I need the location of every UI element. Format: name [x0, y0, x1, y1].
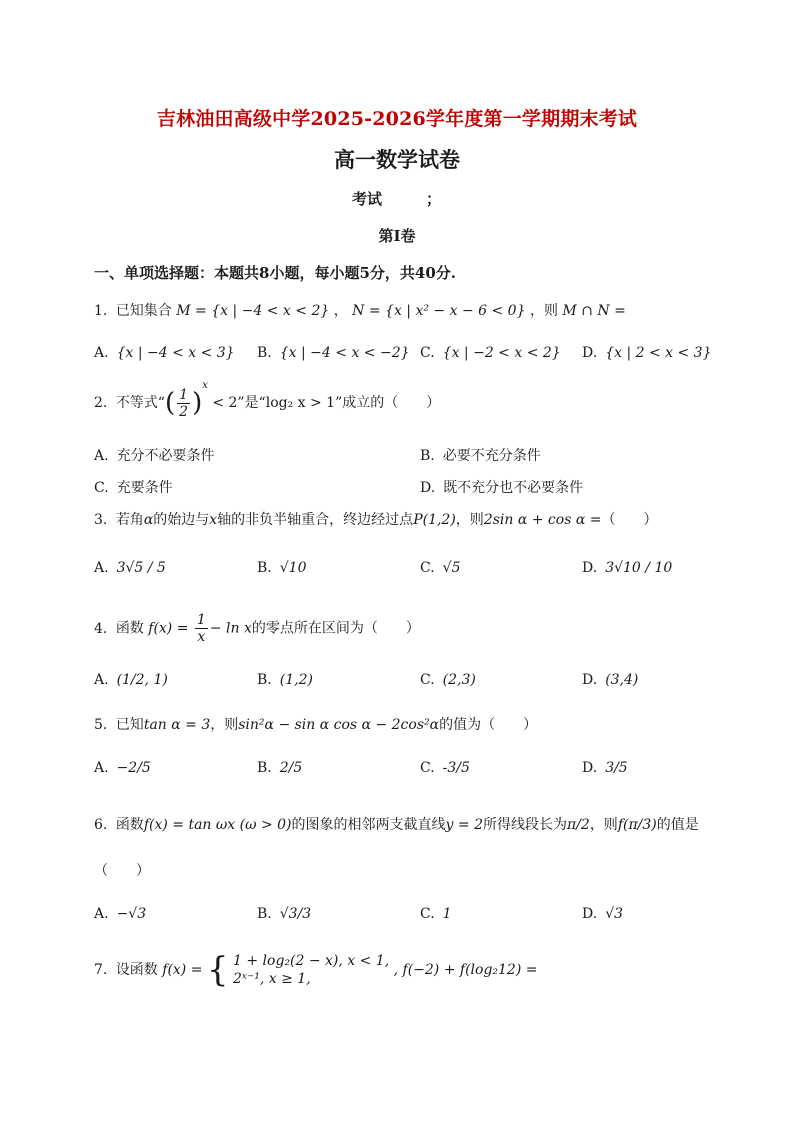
- question-text: ，: [333, 303, 348, 319]
- question-number: 5.: [94, 717, 108, 733]
- question-number: 3.: [94, 512, 108, 528]
- exam-label: 考试: [352, 190, 383, 208]
- question-1: [94, 302, 626, 322]
- option-d[interactable]: D. 既不充分也不必要条件: [420, 480, 584, 496]
- option-d[interactable]: D. √3: [582, 906, 624, 922]
- option-a[interactable]: A. {x | −4 < x < 3}: [94, 345, 235, 361]
- option-c[interactable]: C. {x | −2 < x < 2}: [420, 345, 561, 361]
- option-b[interactable]: B. 必要不充分条件: [420, 448, 541, 464]
- option-b[interactable]: B. √3/3: [257, 906, 312, 922]
- exam-subtitle: 高一数学试卷: [334, 147, 460, 172]
- math-expression: M = {x | −4 < x < 2}: [176, 303, 330, 319]
- option-b[interactable]: B. √10: [257, 560, 307, 576]
- option-a[interactable]: A. 3√5 / 5: [94, 560, 166, 576]
- question-2: [94, 379, 441, 421]
- question-5: 5. 已知tan α = 3，则sin²α − sin α cos α − 2cos²α的值为（ ）: [94, 717, 538, 733]
- question-6-tail: （ ）: [94, 863, 150, 879]
- question-6: 6. 函数f(x) = tan ωx (ω > 0)的图象的相邻两支截直线y = 2所得线段长为π/2，则f(π/3)的值是: [94, 817, 699, 833]
- question-7: 7. 设函数 f(x) = { 1 + log₂(2 − x), x < 1, 2ˣ⁻¹, x ≥ 1, , f(−2) + f(log₂12) =: [94, 950, 538, 991]
- math-expression: ( $\frac{1}{2}$ )$^x$: [164, 379, 208, 420]
- math-expression: M ∩ N =: [562, 303, 626, 319]
- question-number: 6.: [94, 817, 108, 833]
- question-number: 7.: [94, 962, 108, 979]
- question-number: 2.: [94, 395, 108, 412]
- option-b[interactable]: B. 2/5: [257, 760, 303, 776]
- question-3: 3. 若角α的始边与x轴的非负半轴重合，终边经过点P(1,2)，则2sin α + cos α =（ ）: [94, 512, 658, 528]
- exam-info-line: [352, 188, 441, 209]
- option-d[interactable]: D. (3,4): [582, 672, 639, 688]
- option-a[interactable]: A. −2/5: [94, 760, 151, 776]
- question-4: 4. 函数 f(x) = $\frac{1}{x}$ − ln x的零点所在区间为（ ）: [94, 612, 420, 646]
- option-b[interactable]: B. (1,2): [257, 672, 313, 688]
- option-a[interactable]: A. 充分不必要条件: [94, 448, 215, 464]
- exam-semicolon: ；: [426, 190, 442, 208]
- question-number: 1.: [94, 303, 108, 319]
- option-d[interactable]: D. {x | 2 < x < 3}: [582, 345, 712, 361]
- question-number: 4.: [94, 620, 108, 637]
- math-expression: N = {x | x² − x − 6 < 0}: [352, 303, 526, 319]
- option-d[interactable]: D. 3/5: [582, 760, 628, 776]
- option-c[interactable]: C. 1: [420, 906, 452, 922]
- question-text: < 2”是“log₂ x > 1”成立的（ ）: [212, 395, 441, 412]
- section-heading: 一、单项选择题：本题共8小题，每小题5分，共40分.: [94, 264, 456, 282]
- option-c[interactable]: C. (2,3): [420, 672, 476, 688]
- option-b[interactable]: B. {x | −4 < x < −2}: [257, 345, 410, 361]
- question-text: 不等式“: [115, 395, 165, 412]
- option-a[interactable]: A. (1/2, 1): [94, 672, 168, 688]
- option-a[interactable]: A. −√3: [94, 906, 147, 922]
- option-c[interactable]: C. -3/5: [420, 760, 470, 776]
- question-text: 已知集合: [115, 303, 172, 319]
- left-brace: {: [206, 950, 229, 991]
- option-c[interactable]: C. √5: [420, 560, 461, 576]
- exam-title: 吉林油田高级中学2025-2026学年度第一学期期末考试: [156, 108, 638, 130]
- question-text: ，则: [529, 303, 558, 319]
- option-d[interactable]: D. 3√10 / 10: [582, 560, 673, 576]
- piecewise-cases: 1 + log₂(2 − x), x < 1, 2ˣ⁻¹, x ≥ 1,: [233, 953, 390, 988]
- option-c[interactable]: C. 充要条件: [94, 480, 173, 496]
- volume-heading: 第I卷: [378, 227, 416, 245]
